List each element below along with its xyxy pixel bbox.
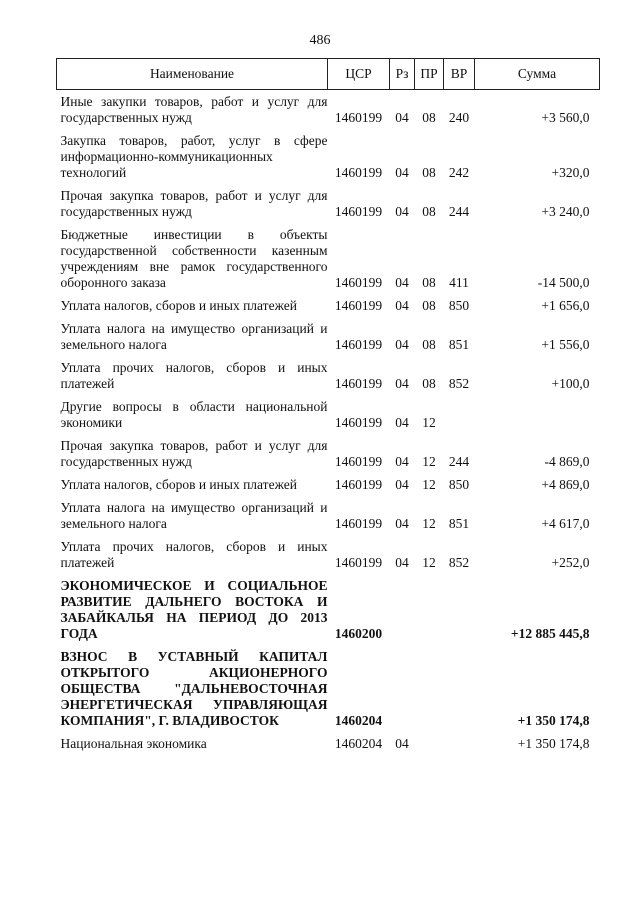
table-header	[57, 59, 600, 90]
cell-pr: 08	[422, 337, 436, 352]
cell-pr: 12	[422, 454, 436, 469]
cell-sum: -14 500,0	[537, 275, 590, 290]
table-row	[57, 535, 600, 574]
cell-sum: +1 350 174,8	[517, 713, 590, 728]
cell-name: Бюджетные инвестиции в объекты государственной собственности казенным учреждениям вне рамок государственного оборонного заказа	[60, 227, 328, 290]
cell-pr: 08	[422, 275, 436, 290]
table-row	[57, 473, 600, 496]
cell-sum: +12 885 445,8	[510, 626, 590, 641]
table-row	[57, 90, 600, 130]
cell-sum: +4 869,0	[541, 477, 590, 492]
cell-rz: 04	[395, 204, 409, 219]
cell-name: Уплата прочих налогов, сборов и иных платежей	[60, 539, 328, 570]
cell-csr: 1460199	[334, 337, 383, 352]
header-sum: Сумма	[475, 59, 600, 90]
header-name: Наименование	[57, 59, 328, 90]
cell-rz: 04	[395, 337, 409, 352]
cell-vr	[444, 395, 475, 434]
cell-csr: 1460199	[334, 376, 383, 391]
cell-sum: +100,0	[551, 376, 590, 391]
cell-name: Закупка товаров, работ, услуг в сфере информационно-коммуникационных технологий	[60, 133, 328, 180]
cell-csr: 1460199	[334, 454, 383, 469]
cell-pr: 12	[422, 477, 436, 492]
table-row	[57, 317, 600, 356]
header-pr: ПР	[415, 59, 444, 90]
cell-csr: 1460199	[334, 477, 383, 492]
table-body	[57, 90, 600, 756]
cell-csr: 1460204	[334, 736, 383, 751]
cell-name: Другие вопросы в области национальной экономики	[60, 399, 328, 430]
table-row	[57, 356, 600, 395]
cell-rz: 04	[395, 298, 409, 313]
cell-name: Национальная экономика	[60, 736, 207, 751]
cell-vr: 851	[448, 337, 470, 352]
cell-sum	[475, 395, 600, 434]
cell-vr: 852	[448, 555, 470, 570]
cell-pr: 08	[422, 204, 436, 219]
cell-sum: +4 617,0	[541, 516, 590, 531]
header-vr: ВР	[444, 59, 475, 90]
cell-vr: 411	[449, 275, 469, 290]
cell-csr: 1460199	[334, 516, 383, 531]
header-csr: ЦСР	[328, 59, 390, 90]
table-row	[57, 129, 600, 184]
cell-vr	[444, 645, 475, 732]
cell-pr: 08	[422, 376, 436, 391]
cell-sum: +320,0	[551, 165, 590, 180]
cell-sum: +3 560,0	[541, 110, 590, 125]
cell-sum: +252,0	[551, 555, 590, 570]
cell-vr: 850	[448, 298, 470, 313]
cell-pr: 08	[422, 165, 436, 180]
cell-rz: 04	[395, 454, 409, 469]
cell-name: Прочая закупка товаров, работ и услуг для государственных нужд	[60, 188, 328, 219]
cell-name: ЭКОНОМИЧЕСКОЕ И СОЦИАЛЬНОЕ РАЗВИТИЕ ДАЛЬНЕГО ВОСТОКА И ЗАБАЙКАЛЬЯ НА ПЕРИОД ДО 2013 ГОДА	[60, 578, 328, 641]
cell-rz	[390, 574, 415, 645]
table-row	[57, 732, 600, 755]
cell-name: ВЗНОС В УСТАВНЫЙ КАПИТАЛ ОТКРЫТОГО АКЦИОНЕРНОГО ОБЩЕСТВА "ДАЛЬНЕВОСТОЧНАЯ ЭНЕРГЕТИЧЕСКАЯ УПРАВЛЯЮЩАЯ КОМПАНИЯ", Г. ВЛАДИВОСТОК	[60, 649, 328, 728]
cell-rz: 04	[395, 415, 409, 430]
cell-vr: 244	[448, 454, 470, 469]
cell-csr: 1460200	[334, 626, 383, 641]
cell-rz: 04	[395, 165, 409, 180]
cell-name: Прочая закупка товаров, работ и услуг для государственных нужд	[60, 438, 328, 469]
cell-rz: 04	[395, 110, 409, 125]
cell-vr: 244	[448, 204, 470, 219]
cell-sum: +1 556,0	[541, 337, 590, 352]
table-row	[57, 574, 600, 645]
cell-pr	[415, 645, 444, 732]
cell-pr: 12	[422, 555, 436, 570]
cell-rz: 04	[395, 275, 409, 290]
page-number: 486	[309, 33, 331, 48]
cell-pr: 08	[422, 298, 436, 313]
cell-csr: 1460199	[334, 298, 383, 313]
budget-table	[56, 58, 600, 755]
cell-sum: +3 240,0	[541, 204, 590, 219]
cell-csr: 1460199	[334, 555, 383, 570]
cell-rz: 04	[395, 555, 409, 570]
cell-sum: +1 656,0	[541, 298, 590, 313]
table-row	[57, 496, 600, 535]
table-row	[57, 434, 600, 473]
table-row	[57, 645, 600, 732]
cell-pr	[415, 574, 444, 645]
cell-vr: 240	[448, 110, 470, 125]
cell-csr: 1460204	[334, 713, 383, 728]
cell-name: Уплата прочих налогов, сборов и иных платежей	[60, 360, 328, 391]
table-row	[57, 294, 600, 317]
cell-name: Уплата налога на имущество организаций и земельного налога	[60, 500, 328, 531]
cell-name: Уплата налогов, сборов и иных платежей	[60, 298, 297, 313]
cell-vr: 852	[448, 376, 470, 391]
cell-name: Уплата налогов, сборов и иных платежей	[60, 477, 297, 492]
cell-vr: 242	[448, 165, 470, 180]
cell-csr: 1460199	[334, 415, 383, 430]
cell-name: Иные закупки товаров, работ и услуг для государственных нужд	[60, 94, 328, 125]
header-row	[57, 59, 600, 90]
cell-pr: 08	[422, 110, 436, 125]
cell-pr: 12	[422, 415, 436, 430]
table-row	[57, 223, 600, 294]
cell-vr: 850	[448, 477, 470, 492]
cell-csr: 1460199	[334, 204, 383, 219]
table-row	[57, 184, 600, 223]
cell-rz: 04	[395, 736, 409, 751]
cell-csr: 1460199	[334, 275, 383, 290]
cell-vr: 851	[448, 516, 470, 531]
cell-rz: 04	[395, 477, 409, 492]
cell-pr	[415, 732, 444, 755]
cell-sum: -4 869,0	[544, 454, 590, 469]
cell-sum: +1 350 174,8	[517, 736, 590, 751]
cell-vr	[444, 732, 475, 755]
cell-rz: 04	[395, 376, 409, 391]
cell-csr: 1460199	[334, 165, 383, 180]
cell-pr: 12	[422, 516, 436, 531]
cell-rz: 04	[395, 516, 409, 531]
cell-csr: 1460199	[334, 110, 383, 125]
cell-vr	[444, 574, 475, 645]
table-row	[57, 395, 600, 434]
cell-rz	[390, 645, 415, 732]
cell-name: Уплата налога на имущество организаций и земельного налога	[60, 321, 328, 352]
header-rz: Рз	[390, 59, 415, 90]
